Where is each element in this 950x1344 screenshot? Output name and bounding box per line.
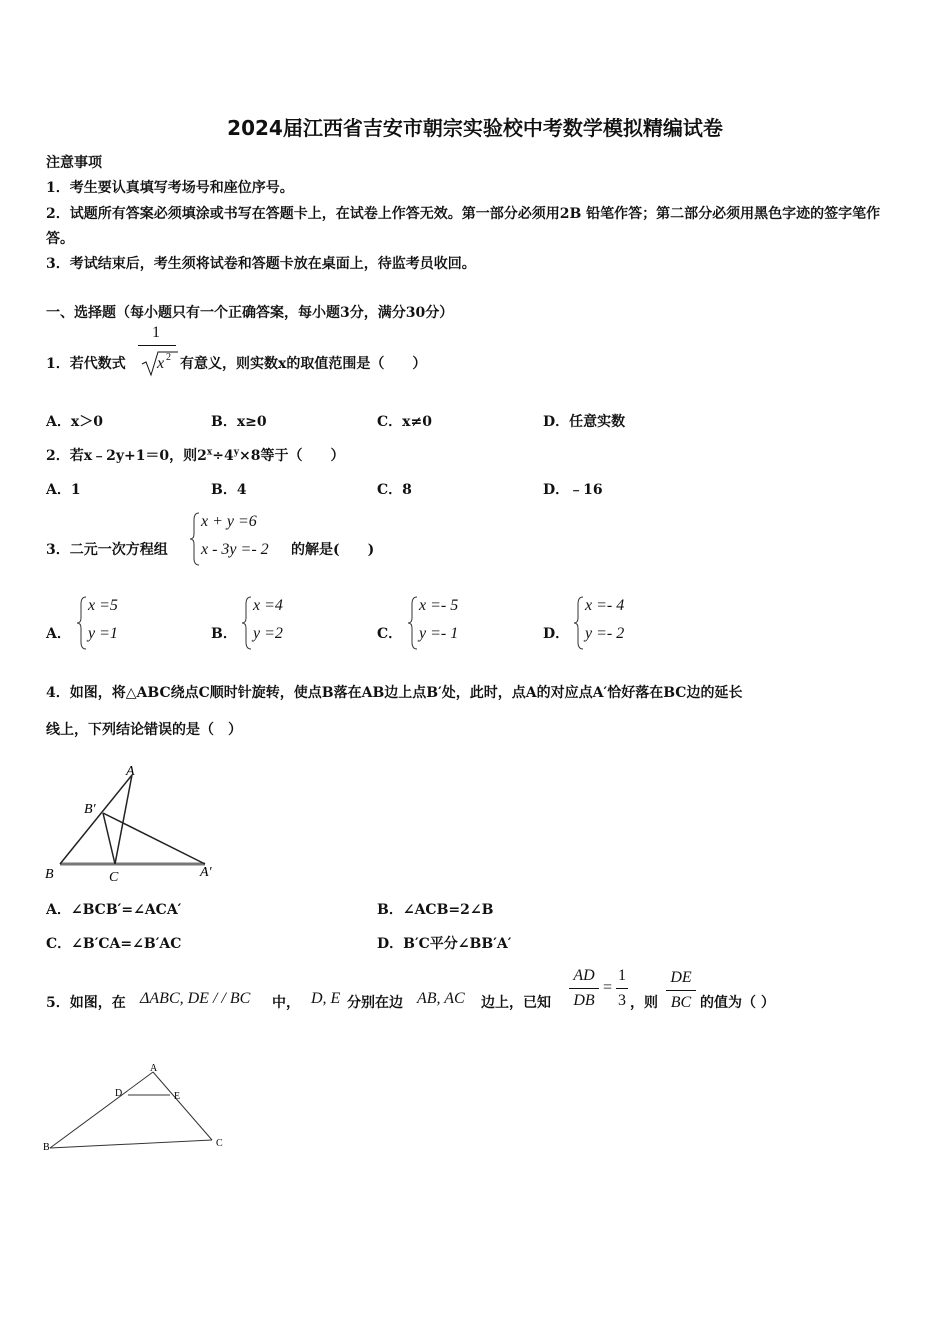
q3-option-a-brace [76,596,88,650]
section-heading: 一、选择题（每小题只有一个正确答案，每小题3分，满分30分） [46,305,454,321]
q4-fig-line-bpap [103,813,205,864]
q3-option-b-l1: x =4 [253,597,283,614]
q5-mid4: ，则 [630,995,658,1011]
q3-option-c-l1: x =- 5 [419,597,459,614]
q1-frac-num: 1 [152,324,160,341]
q1-radicand: x [157,355,165,372]
q5-fig-line-bc [50,1140,212,1148]
q5-frac2-bar [616,988,628,989]
q3-option-c-l2: y =- 1 [419,625,459,642]
q5-mid3: 边上，已知 [481,995,551,1011]
q2-option-c: C．8 [377,482,412,498]
q3-suffix: 的解是( ) [291,542,375,558]
q5-fig-label-a: A [150,1063,158,1074]
q5-frac3-bar [666,990,696,991]
q1-frac-bar [138,345,176,346]
q4-fig-label-c: C [109,870,119,885]
q4-line1: 4．如图，将△ABC绕点C顺时针旋转，使点B落在AB边上点B′处，此时，点A的对应点A′恰好落在BC边的延长 [46,685,743,701]
q4-fig-line-ba [60,775,132,864]
q3-option-d-brace [573,596,585,650]
notice-heading: 注意事项 [46,155,102,171]
q3-option-b-label: B． [211,626,237,642]
q2-option-a: A．1 [46,482,81,498]
q2-option-d: D．﹣16 [543,482,603,498]
q5-frac3-num: DE [670,969,692,986]
q3-brace [189,512,201,566]
notice-item-2: 2．试题所有答案必须填涂或书写在答题卡上，在试卷上作答无效。第一部分必须用2B 铅笔作答；第二部分必须用黑色字迹的签字笔作答。 [46,206,881,247]
q4-option-d: D．B′C平分∠BB′A′ [377,936,512,952]
q4-fig-line-bpc [103,813,115,864]
q5-fig-label-e: E [174,1091,181,1102]
q5-equals: = [603,979,613,996]
q3-option-b-brace [241,596,253,650]
q4-option-c: C．∠B′CA=∠B′AC [46,936,182,952]
q3-option-d-l2: y =- 2 [585,625,625,642]
q5-fig-line-ab [50,1072,153,1148]
q5-fig-label-d: D [115,1088,123,1099]
q4-fig-label-ap: A′ [200,865,212,880]
q2-text-a: 2．若x﹣2y+1＝0，则2 [46,448,207,464]
q1-suffix: 有意义，则实数x的取值范围是（ ） [180,356,427,372]
q4-fig-label-bp: B′ [84,802,96,817]
q4-option-b: B．∠ACB=2∠B [377,902,494,918]
q2-sup-x: x [206,447,213,458]
q4-figure [40,758,230,888]
q4-option-a: A．∠BCB′=∠ACA′ [46,902,182,918]
q3-prefix: 3．二元一次方程组 [46,542,168,558]
q5-frac1-bar [569,988,599,989]
q5-frac3-den: BC [670,994,692,1011]
q4-line2: 线上，下列结论错误的是（ ） [46,722,242,738]
q5-fig-line-ac [153,1072,212,1140]
q2-option-b: B．4 [211,482,247,498]
q3-eq1: x + y =6 [201,513,257,530]
q3-option-c-brace [407,596,419,650]
q5-math2: D, E [311,990,341,1007]
q5-figure [40,1058,240,1158]
q5-fig-label-b: B [43,1142,50,1153]
notice-item-3: 3．考试结束后，考生须将试卷和答题卡放在桌面上，待监考员收回。 [46,256,476,272]
q5-frac2-num: 1 [618,967,626,984]
page-title: 2024届江西省吉安市朝宗实验校中考数学模拟精编试卷 [227,116,723,140]
q5-mid1: 中， [272,995,300,1011]
q1-prefix: 1．若代数式 [46,356,126,372]
q1-option-c: C．x≠0 [377,414,432,430]
q1-exponent: 2 [166,352,171,363]
q5-frac2-den: 3 [618,992,626,1009]
q2-stem [46,445,345,465]
q5-frac1-num: AD [573,967,595,984]
q5-prefix: 5．如图，在 [46,995,126,1011]
notice-item-1: 1．考生要认真填写考场号和座位序号。 [46,180,294,196]
q1-option-d: D．任意实数 [543,414,626,430]
q3-option-d-label: D． [543,626,570,642]
q3-option-a-l2: y =1 [88,625,118,642]
q1-option-a: A．x＞0 [46,414,103,430]
q4-fig-label-a: A [126,764,135,779]
q2-sup-y: y [233,447,240,458]
q1-option-b: B．x≥0 [211,414,267,430]
q3-eq2: x - 3y =- 2 [201,541,269,558]
q3-option-a-l1: x =5 [88,597,118,614]
q3-option-c-label: C． [377,626,403,642]
q5-mid2: 分别在边 [347,995,403,1011]
q3-option-a-label: A． [46,626,71,642]
q5-math3: AB, AC [417,990,465,1007]
q5-fig-label-c: C [216,1138,223,1149]
q2-text-c: ×8等于（ ） [239,448,345,464]
q5-suffix: 的值为（ ） [700,995,775,1011]
q5-frac1-den: DB [573,992,595,1009]
q4-fig-label-b: B [45,867,54,882]
q3-option-d-l1: x =- 4 [585,597,625,614]
q5-math1: ΔABC, DE / / BC [140,990,251,1007]
q3-option-b-l2: y =2 [253,625,283,642]
q2-text-b: ÷4 [212,448,234,464]
